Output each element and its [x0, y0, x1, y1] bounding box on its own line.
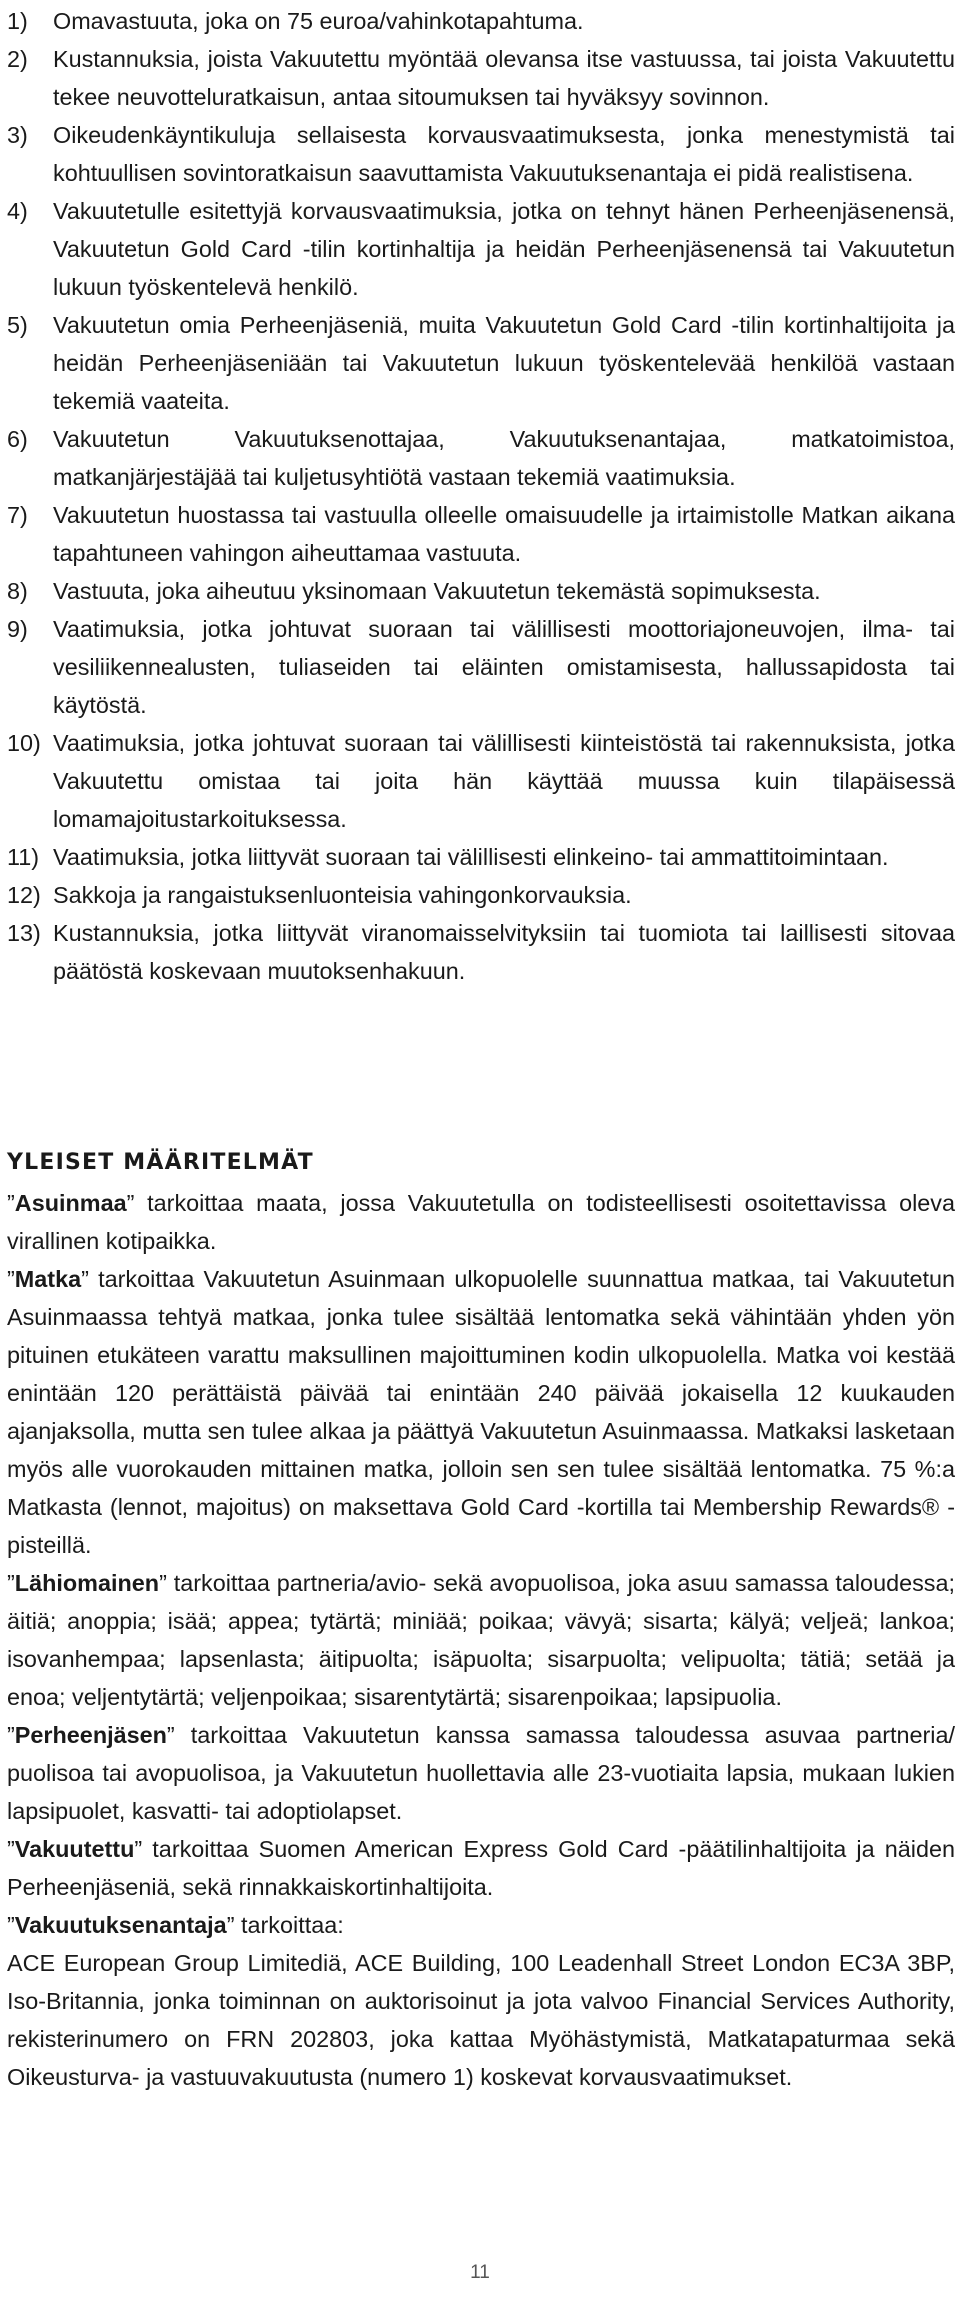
definition-term: Vakuutuksenantaja [14, 1912, 227, 1938]
list-item-number: 12) [7, 882, 41, 908]
definition-term: Vakuutettu [14, 1836, 135, 1862]
list-item [7, 876, 955, 914]
list-item-number: 6) [7, 426, 28, 452]
list-item [7, 724, 955, 838]
definition-text: tarkoittaa: [234, 1912, 344, 1938]
list-item [7, 610, 955, 724]
list-item-text: Oikeudenkäyntikuluja sellaisesta korvausvaatimuksesta, jonka menestymistä tai kohtuullisen sovintoratkaisun saavuttamista Vakuutuksenantaja ei pidä realistisena. [53, 122, 955, 186]
definition-paragraph [7, 1184, 955, 1260]
definition-term: Lähiomainen [14, 1570, 160, 1596]
definition-close-quote: ” [226, 1912, 235, 1938]
list-item [7, 496, 955, 572]
list-item [7, 914, 955, 990]
definition-text: tarkoittaa maata, jossa Vakuutetulla on todisteellisesti osoitettavissa oleva virallinen kotipaikka. [7, 1190, 955, 1254]
list-item [7, 192, 955, 306]
list-item-text: Vakuutetun omia Perheenjäseniä, muita Vakuutetun Gold Card -tilin kortinhaltijoita ja heidän Perheenjäseniään tai Vakuutetun lukuun työskentelevää henkilöä vastaan tekemiä vaateita. [53, 312, 955, 414]
definition-close-quote: ” [134, 1836, 143, 1862]
definition-text: tarkoittaa Vakuutetun kanssa samassa taloudessa asuvaa partneria/ puolisoa tai avopuolisoa, ja Vakuutetun huollettavia alle 23-vuotiaita lapsia, mukaan lukien lapsipuolet, kasvatti- tai adoptiolapset. [7, 1722, 955, 1824]
definitions-section [7, 1148, 955, 2096]
definition-paragraph [7, 1564, 955, 1716]
definition-paragraph [7, 1260, 955, 1564]
exclusions-list [7, 2, 955, 990]
definition-term: Perheenjäsen [14, 1722, 167, 1748]
definition-close-quote: ” [166, 1722, 175, 1748]
list-item-text: Vakuutetun Vakuutuksenottajaa, Vakuutuksenantajaa, matkatoimistoa, matkanjärjestäjää tai kuljetusyhtiötä vastaan tekemiä vaatimuksia. [53, 426, 955, 490]
list-item-number: 9) [7, 616, 28, 642]
definition-paragraph [7, 1906, 955, 1944]
definition-text: tarkoittaa partneria/avio- sekä avopuolisoa, joka asuu samassa taloudessa; äitiä; anoppia; isää; appea; tytärtä; miniää; poikaa; vävyä; sisarta; kälyä; veljeä; lankoa; isovanhempaa; lapsenlasta; äitipuolta; isäpuolta; sisarpuolta; velipuolta; tätiä; setää ja enoa; veljentytärtä; veljenpoikaa; sisarentytärtä; sisarenpoikaa; lapsipuolia. [7, 1570, 955, 1710]
list-item-number: 8) [7, 578, 28, 604]
list-item-text: Sakkoja ja rangaistuksenluonteisia vahingonkorvauksia. [53, 882, 632, 908]
list-item [7, 2, 955, 40]
list-item [7, 116, 955, 192]
definition-open-quote: ” [7, 1266, 15, 1292]
list-item-text: Vakuutetulle esitettyjä korvausvaatimuksia, jotka on tehnyt hänen Perheenjäsenensä, Vakuutetun Gold Card -tilin kortinhaltija ja heidän Perheenjäsenensä tai Vakuutetun lukuun työskentelevä henkilö. [53, 198, 955, 300]
definition-close-quote: ” [126, 1190, 135, 1216]
list-item-text: Kustannuksia, joista Vakuutettu myöntää olevansa itse vastuussa, tai joista Vakuutettu tekee neuvotteluratkaisun, antaa sitoumuksen tai hyväksyy sovinnon. [53, 46, 955, 110]
list-item-text: Vaatimuksia, jotka liittyvät suoraan tai välillisesti elinkeino- tai ammattitoimintaan. [53, 844, 889, 870]
definition-paragraph [7, 1830, 955, 1906]
list-item [7, 838, 955, 876]
insurer-paragraph: ACE European Group Limitediä, ACE Building, 100 Leadenhall Street London EC3A 3BP, Iso-Britannia, jonka toiminnan on auktorisoinut ja jota valvoo Financial Services Authority, rekisterinumero on FRN 202803, joka kattaa Myöhästymistä, Matkatapaturmaa sekä Oikeusturva- ja vastuuvakuutusta (numero 1) koskevat korvausvaatimukset. [7, 1950, 955, 2090]
list-item-number: 4) [7, 198, 28, 224]
list-item-number: 5) [7, 312, 28, 338]
list-item [7, 306, 955, 420]
list-item-number: 2) [7, 46, 28, 72]
section-heading: YLEISET MÄÄRITELMÄT [7, 1150, 314, 1175]
list-item-text: Vaatimuksia, jotka johtuvat suoraan tai välillisesti moottoriajoneuvojen, ilma- tai vesiliikennealusten, tuliaseiden tai eläinten omistamisesta, hallussapidosta tai käytöstä. [53, 616, 955, 718]
definition-open-quote: ” [7, 1570, 15, 1596]
list-item-text: Vastuuta, joka aiheutuu yksinomaan Vakuutetun tekemästä sopimuksesta. [53, 578, 821, 604]
list-item-number: 3) [7, 122, 28, 148]
definition-open-quote: ” [7, 1190, 15, 1216]
list-item-text: Omavastuuta, joka on 75 euroa/vahinkotapahtuma. [53, 8, 584, 34]
definition-term: Asuinmaa [14, 1190, 127, 1216]
page-number: 11 [470, 2262, 490, 2283]
definition-close-quote: ” [159, 1570, 167, 1596]
list-item-text: Kustannuksia, jotka liittyvät viranomaisselvityksiin tai tuomiota tai laillisesti sitovaa päätöstä koskevaan muutoksenhakuun. [53, 920, 955, 984]
list-item-number: 10) [7, 730, 41, 756]
list-item-number: 1) [7, 8, 28, 34]
definition-term: Matka [14, 1266, 82, 1292]
list-item-text: Vaatimuksia, jotka johtuvat suoraan tai välillisesti kiinteistöstä tai rakennuksista, jotka Vakuutettu omistaa tai joita hän käyttää muussa kuin tilapäisessä lomamajoitustarkoituksessa. [53, 730, 955, 832]
list-item-number: 7) [7, 502, 28, 528]
list-item [7, 420, 955, 496]
definition-open-quote: ” [7, 1722, 15, 1748]
list-item-number: 13) [7, 920, 41, 946]
list-item-number: 11) [7, 844, 40, 870]
list-item [7, 40, 955, 116]
definition-open-quote: ” [7, 1912, 15, 1938]
definition-text: tarkoittaa Suomen American Express Gold Card -päätilinhaltijoita ja näiden Perheenjäseniä, sekä rinnakkaiskortinhaltijoita. [7, 1836, 955, 1900]
list-item [7, 572, 955, 610]
definition-paragraph [7, 1716, 955, 1830]
definition-open-quote: ” [7, 1836, 15, 1862]
definition-text: tarkoittaa Vakuutetun Asuinmaan ulkopuolelle suunnattua matkaa, tai Vakuutetun Asuinmaassa tehtyä matkaa, jonka tulee sisältää lentomatka sekä vähintään yhden yön pituinen etukäteen varattu maksullinen majoittuminen kodin ulkopuolella. Matka voi kestää enintään 120 perättäistä päivää tai enintään 240 päivää jokaisella 12 kuukauden ajanjaksolla, mutta sen tulee alkaa ja päättyä Vakuutetun Asuinmaassa. Matkaksi lasketaan myös alle vuorokauden mittainen matka, jolloin sen sen tulee sisältää lentomatka. 75 %:a Matkasta (lennot, majoitus) on maksettava Gold Card -kortilla tai Membership Rewards® -pisteillä. [7, 1266, 955, 1558]
list-item-text: Vakuutetun huostassa tai vastuulla olleelle omaisuudelle ja irtaimistolle Matkan aikana tapahtuneen vahingon aiheuttamaa vastuuta. [53, 502, 955, 566]
definition-close-quote: ” [81, 1266, 89, 1292]
